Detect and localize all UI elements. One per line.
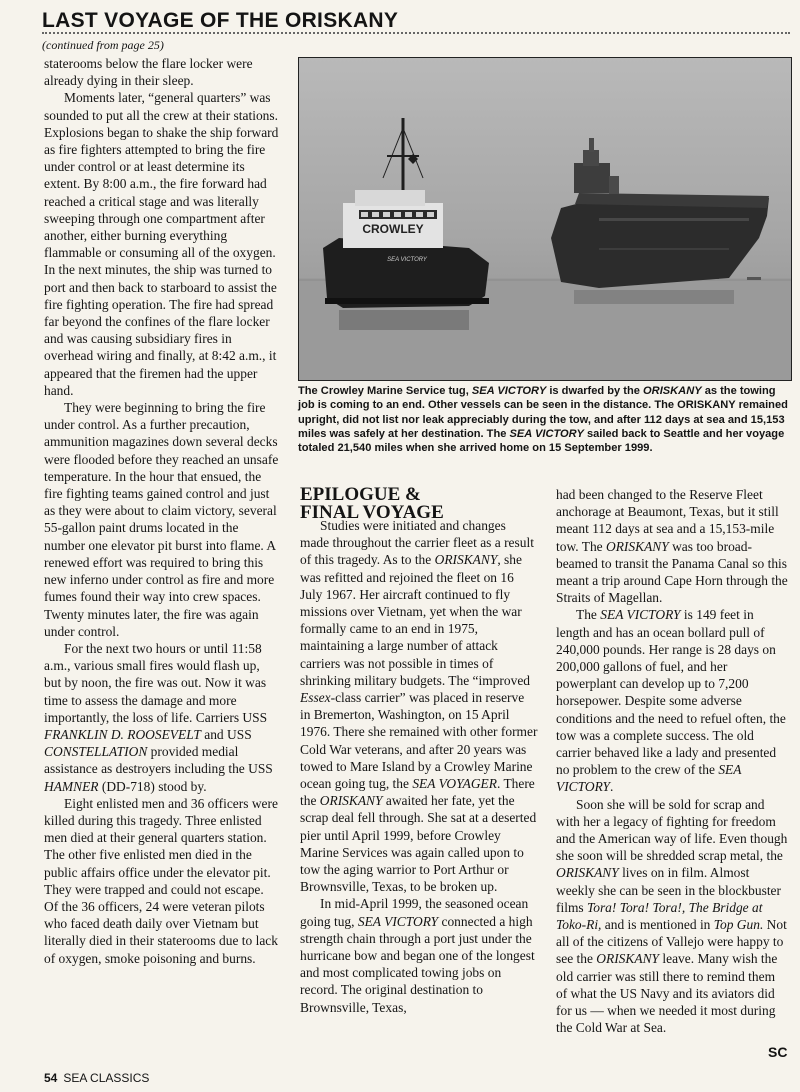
paragraph: Eight enlisted men and 36 officers were killed during this tragedy. Three enlisted men died at their general quarters station. The other five enlisted men died in the public affairs office under the elevator pit. They were trapped and could not escape. Of the 36 officers, 24 were veteran pilots who faced death daily over Vietnam but literally died in their staterooms due to lack of oxygen, smoke poisoning and burns. <box>44 795 278 966</box>
page-number: 54 <box>44 1071 58 1085</box>
tug-hull-text: SEA VICTORY <box>387 257 427 263</box>
paragraph: For the next two hours or until 11:58 a.m., various small fires would flash up, but by noon, the fire was out. Now it was time to assess the damage and more importantly, the loss of life. Carriers USS FRANKLIN D. ROOSEVELT and USS CONSTELLATION provided medial assistance as destroyers including the USS HAMNER (DD-718) stood by. <box>44 640 273 794</box>
page-footer <box>44 1071 149 1085</box>
end-mark: SC <box>768 1044 788 1060</box>
column-1 <box>44 55 280 1065</box>
photo-caption: The Crowley Marine Service tug, SEA VICTORY is dwarfed by the ORISKANY as the towing job is coming to an end. Other vessels can be seen in the distance. The ORISKANY remained upright, did not list nor leak appreciably during the tow, and after 112 days at sea and 15,153 miles was safely at her destination. The SEA VICTORY sailed back to Seattle and her voyage totaled 21,540 miles when she arrived home on 15 September 1999. <box>298 385 788 455</box>
continued-note: (continued from page 25) <box>42 38 164 52</box>
paragraph: Studies were initiated and changes made throughout the carrier fleet as a result of this tragedy. As to the ORISKANY, she was refitted and rejoined the fleet on 16 July 1967. Her aircraft continued to fly missions over Vietnam, yet when the war formally came to an end in 1975, maintaining a large number of attack carriers was not possible in times of shrinking military budgets. The “improved Essex-class carrier” was placed in reserve in Bremerton, Washington, on 15 April 1976. There she remained with other former Cold War veterans, and after 20 years was towed to Mare Island by a Crowley Marine ocean going tug, the SEA VOYAGER. There the ORISKANY awaited her fate, yet the scrap deal fell through. She sat at a deserted pier until April 1999, before Crowley Marine Services was again called upon to tow the aging warrior to Port Arthur or Brownsville, Texas, to be broken up. <box>300 518 538 895</box>
paragraph: Moments later, “general quarters” was sounded to put all the crew at their stations. Explosions began to shake the ship forward as fire fighters attempted to bring the fire under control or at least determine its extent. By 8:00 a.m., the fire forward had reached a critical stage and was literally sweeping through one compartment after another, either burning everything flammable or consuming all of the oxygen. In the next minutes, the ship was turned to port and then back to starboard to assist the fire fighting operation. The fire had spread far beyond the confines of the flare locker and was causing subsidiary fires in overhead wiring and finally, at 8:42 a.m., it appeared that the firemen had the upper hand. <box>44 90 279 398</box>
paragraph: The SEA VICTORY is 149 feet in length and has an ocean bollard pull of 240,000 pounds. Her range is 28 days on 200,000 gallons of fuel, and her powerplant can develop up to 7,200 horsepower. Despite some adverse conditions and the need to refuel often, the tow was a complete success. The old carrier behaved like a lady and presented no problem to the crew of the SEA VICTORY. <box>556 607 786 795</box>
photo-illustration <box>299 58 791 380</box>
tug-and-carrier-photo <box>298 57 792 381</box>
title-divider <box>42 32 790 34</box>
magazine-name: SEA CLASSICS <box>63 1071 150 1085</box>
paragraph: staterooms below the flare locker were already dying in their sleep. <box>44 56 253 89</box>
column-2 <box>300 517 538 1065</box>
paragraph: had been changed to the Reserve Fleet anchorage at Beaumont, Texas, but it still meant 112 days at sea and a 15,153-mile tow. The ORISKANY was too broad-beamed to transit the Panama Canal so this meant a trip around Cape Horn through the Straits of Magellan. <box>556 487 788 606</box>
column-3 <box>556 486 788 1066</box>
paragraph: Soon she will be sold for scrap and with her a legacy of fighting for freedom and the American way of life. Even though she soon will be shredded scrap metal, the ORISKANY lives on in film. Almost weekly she can be seen in the blockbuster films Tora! Tora! Tora!, The Bridge at Toko-Ri, and is mentioned in Top Gun. Not all of the citizens of Vallejo were happy to see the ORISKANY leave. Many wish the old carrier was still there to remind them of what the US Navy and its aviators did for us — when we needed it most during the Cold War at Sea. <box>556 796 788 1036</box>
tug-name-text: CROWLEY <box>362 222 424 236</box>
epilogue-heading: EPILOGUE & FINAL VOYAGE <box>300 484 444 523</box>
paragraph: In mid-April 1999, the seasoned ocean going tug, SEA VICTORY connected a high strength chain through a port just under the hurricane bow and began one of the longest and most complicated towing jobs on record. The original destination to Brownsville, Texas, <box>300 896 535 1015</box>
article-title: LAST VOYAGE OF THE ORISKANY <box>42 9 399 32</box>
paragraph: They were beginning to bring the fire under control. As a further precaution, ammunition magazines down several decks were flooded before they reached an unsafe temperature. In the hour that ensued, the fire fighting teams gained control and just as they were about to claim victory, several 55-gallon paint drums located in the number one elevator pit burst into flame. A renewed effort was required to bring this new inferno under control as fire and more fumes found their way into crew spaces. Twenty minutes later, the fire was again under control. <box>44 400 279 639</box>
